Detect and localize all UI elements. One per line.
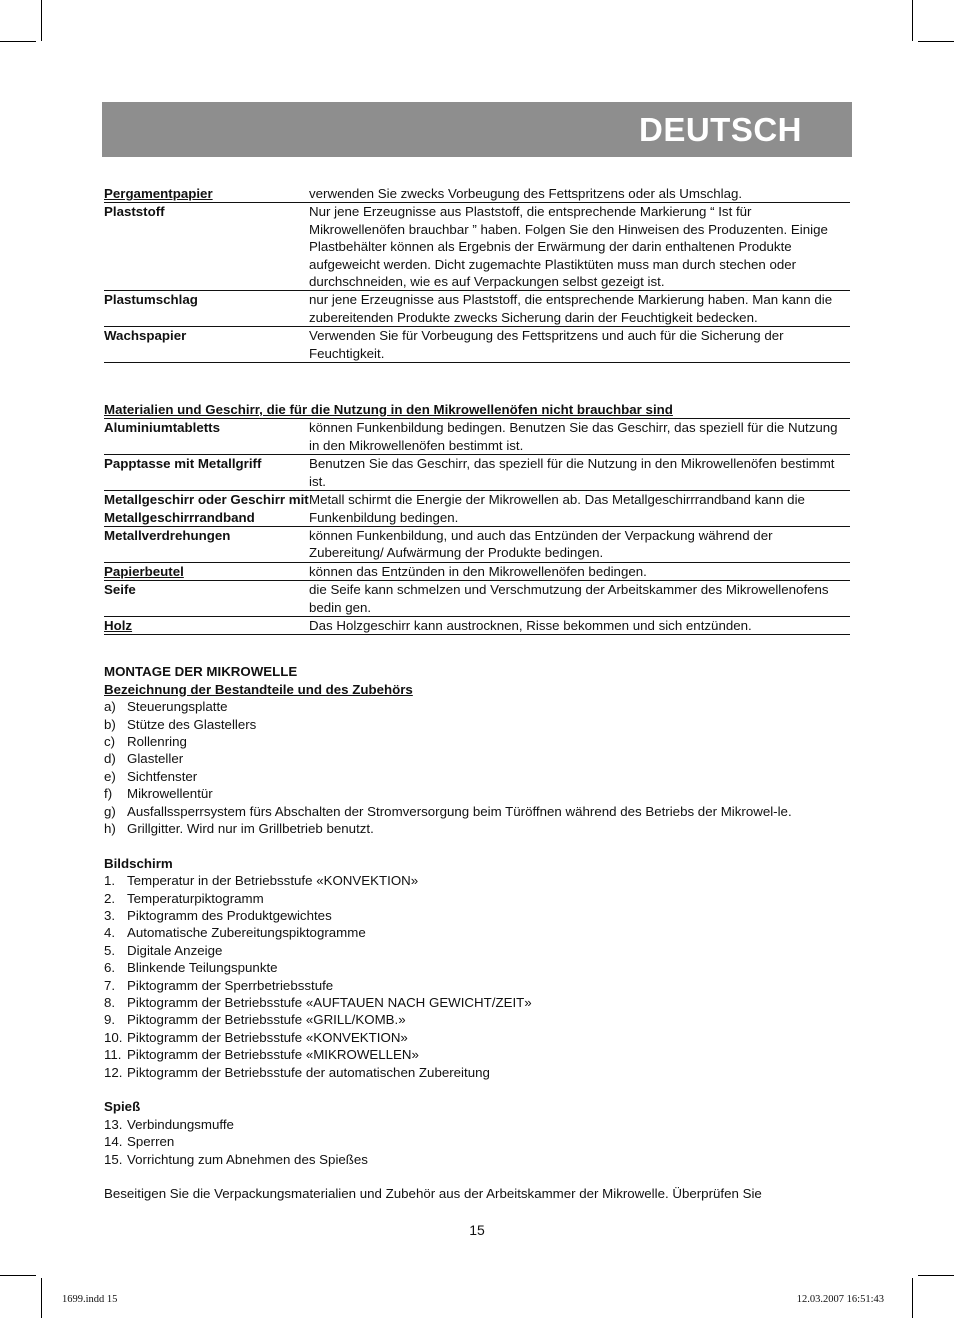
list-item-label: 9. <box>104 1012 116 1028</box>
list-item-text: Piktogramm des Produktgewichtes <box>127 908 332 924</box>
unusable-materials-table <box>104 419 850 635</box>
list-item-label: f) <box>104 786 113 802</box>
montage-title: MONTAGE DER MIKROWELLE <box>104 664 298 680</box>
list-item-text: Stütze des Glastellers <box>127 716 257 732</box>
list-item-text: Digitale Anzeige <box>127 942 223 958</box>
list-item-text: Grillgitter. Wird nur im Grillbetrieb benutzt. <box>127 821 374 836</box>
list-item <box>104 716 850 733</box>
table-row <box>104 581 850 617</box>
crop-mark <box>912 0 913 41</box>
footer-file-info: 1699.indd 15 <box>62 1294 118 1305</box>
list-item-text: Verbindungsmuffe <box>127 1116 234 1132</box>
row-key: Plastumschlag <box>104 292 198 308</box>
row-key: Pergamentpapier <box>104 186 213 201</box>
list-item <box>104 768 850 785</box>
row-value: nur jene Erzeugnisse aus Plaststoff, die entsprechende Markierung haben. Man kann die zubereitenden Produkte zwecks Sicherung darin der Feuchtigkeit bedecken. <box>309 292 833 325</box>
list-item-label: 2. <box>104 890 116 906</box>
bildschirm-title: Bildschirm <box>104 855 173 871</box>
list-item <box>104 803 850 820</box>
row-value: verwenden Sie zwecks Vorbeugung des Fettspritzens oder als Umschlag. <box>309 186 743 201</box>
list-item-label: h) <box>104 821 116 836</box>
list-item-label: d) <box>104 751 116 767</box>
table-row <box>104 617 850 635</box>
list-item <box>104 942 850 959</box>
list-item-text: Piktogramm der Betriebsstufe «GRILL/KOMB.» <box>127 1012 406 1028</box>
list-item <box>104 959 850 976</box>
row-value: Das Holzgeschirr kann austrocknen, Risse bekommen und sich entzünden. <box>309 617 752 633</box>
list-item-text: Sichtfenster <box>127 768 198 784</box>
unusable-section-title: Materialien und Geschirr, die für die Nutzung in den Mikrowellenöfen nicht brauchbar sind <box>104 401 850 419</box>
list-item <box>104 1046 850 1063</box>
list-item-text: Temperaturpiktogramm <box>127 890 264 906</box>
row-key: Papptasse mit Metallgriff <box>104 456 262 472</box>
list-item <box>104 785 850 802</box>
row-key: Seife <box>104 582 136 598</box>
list-item-text: Piktogramm der Betriebsstufe «KONVEKTION» <box>127 1029 408 1045</box>
row-value: können Funkenbildung bedingen. Benutzen Sie das Geschirr, das speziell für die Nutzung in den Mikrowellenöfen bestimmt ist. <box>309 420 838 453</box>
page-content <box>104 185 850 1203</box>
list-item-text: Sperren <box>127 1134 175 1150</box>
list-item-label: 15. <box>104 1151 123 1167</box>
row-value: Metall schirmt die Energie der Mikrowellen ab. Das Metallgeschirrrandband kann die Funkenbildung bedingen. <box>309 492 805 525</box>
list-item-text: Automatische Zubereitungspiktogramme <box>127 925 366 941</box>
list-item-text: Vorrichtung zum Abnehmen des Spießes <box>127 1151 368 1167</box>
row-key: Holz <box>104 617 133 633</box>
table-row <box>104 327 850 363</box>
list-item-label: 1. <box>104 873 116 889</box>
list-item-label: 11. <box>104 1047 122 1063</box>
crop-mark <box>0 41 36 42</box>
table-row <box>104 455 850 491</box>
list-item-label: 5. <box>104 942 116 958</box>
table-row <box>104 527 850 563</box>
list-item <box>104 1133 850 1150</box>
row-key: Metallverdrehungen <box>104 527 231 543</box>
crop-mark <box>0 1275 36 1276</box>
table-row <box>104 291 850 327</box>
list-item-label: 10. <box>104 1029 123 1045</box>
table-row <box>104 491 850 527</box>
row-key: Metallgeschirr oder Geschirr mit Metallgeschirrrandband <box>104 492 309 525</box>
usable-materials-table <box>104 185 850 363</box>
list-item-label: 13. <box>104 1116 123 1132</box>
row-value: können das Entzünden in den Mikrowellenöfen bedingen. <box>309 563 647 579</box>
list-item-text: Piktogramm der Betriebsstufe «MIKROWELLEN» <box>127 1047 419 1063</box>
list-item <box>104 733 850 750</box>
crop-mark <box>41 0 42 41</box>
row-key: Papierbeutel <box>104 563 184 579</box>
list-item <box>104 1151 850 1168</box>
list-item-label: a) <box>104 699 116 715</box>
list-item-text: Rollenring <box>127 733 187 749</box>
list-item-text: Temperatur in der Betriebsstufe «KONVEKTION» <box>127 873 419 889</box>
crop-mark <box>41 1278 42 1318</box>
list-item-label: b) <box>104 716 116 732</box>
spiess-title: Spieß <box>104 1099 141 1115</box>
list-item-label: c) <box>104 733 116 749</box>
list-item <box>104 1064 850 1081</box>
list-item-text: Piktogramm der Sperrbetriebsstufe <box>127 977 334 993</box>
list-item <box>104 750 850 767</box>
list-item-text: Blinkende Teilungspunkte <box>127 960 278 976</box>
row-value: können Funkenbildung, und auch das Entzünden der Verpackung während der Zubereitung/ Aufwärmung der Produkte bedingen. <box>309 527 773 561</box>
row-value: Verwenden Sie für Vorbeugung des Fettspritzens und auch für die Sicherung der Feuchtigkeit. <box>309 328 784 361</box>
table-row <box>104 203 850 291</box>
closing-paragraph: Beseitigen Sie die Verpackungsmaterialien und Zubehör aus der Arbeitskammer der Mikrowelle. Überprüfen Sie <box>104 1186 762 1202</box>
table-row <box>104 563 850 581</box>
list-item-label: 8. <box>104 995 116 1011</box>
footer-timestamp: 12.03.2007 16:51:43 <box>796 1294 884 1305</box>
list-item-label: e) <box>104 768 116 784</box>
crop-mark <box>918 41 954 42</box>
list-item <box>104 890 850 907</box>
list-item <box>104 698 850 715</box>
row-key: Aluminiumtabletts <box>104 420 220 436</box>
list-item-label: 14. <box>104 1134 123 1150</box>
row-value: Nur jene Erzeugnisse aus Plaststoff, die entsprechende Markierung “ Ist für Mikrowellenöfen brauchbar ” haben. Folgen Sie den Hinweisen des Produzenten. Einige Plastbehälter können als Ergebnis der Erwärmung der darin enthaltenen Produkte aufgeweicht werden. Dicht zugemachte Plastiktüten muss man durch stechen oder durchschneiden, wie es auf Verpackungen selbst gezeigt ist. <box>309 204 828 290</box>
row-key: Wachspapier <box>104 328 187 344</box>
page-number: 15 <box>469 1222 485 1238</box>
row-value: die Seife kann schmelzen und Verschmutzung der Arbeitskammer des Mikrowellenofens bedin gen. <box>309 582 829 615</box>
crop-mark <box>912 1278 913 1318</box>
list-item <box>104 1116 850 1133</box>
language-title: DEUTSCH <box>638 111 802 148</box>
list-item-label: 3. <box>104 908 116 924</box>
list-item-label: g) <box>104 803 116 819</box>
list-item <box>104 924 850 941</box>
list-item <box>104 872 850 889</box>
display-list <box>104 872 850 1081</box>
list-item-label: 12. <box>104 1064 123 1080</box>
parts-list <box>104 698 850 837</box>
list-item-label: 4. <box>104 925 116 941</box>
row-value: Benutzen Sie das Geschirr, das speziell für die Nutzung in den Mikrowellenöfen bestimmt ist. <box>309 456 835 489</box>
list-item <box>104 820 850 837</box>
list-item-text: Piktogramm der Betriebsstufe «AUFTAUEN NACH GEWICHT/ZEIT» <box>127 995 532 1011</box>
list-item-label: 7. <box>104 977 116 993</box>
language-header-bar <box>102 102 852 157</box>
crop-mark <box>918 1275 954 1276</box>
list-item-text: Steuerungsplatte <box>127 699 228 715</box>
list-item <box>104 907 850 924</box>
list-item-text: Mikrowellentür <box>127 786 213 802</box>
list-item-text: Piktogramm der Betriebsstufe der automatischen Zubereitung <box>127 1064 490 1080</box>
list-item-text: Glasteller <box>127 751 184 767</box>
list-item <box>104 1011 850 1028</box>
table-row <box>104 419 850 455</box>
list-item <box>104 994 850 1011</box>
list-item-label: 6. <box>104 960 116 976</box>
skewer-list <box>104 1116 850 1168</box>
row-key: Plaststoff <box>104 204 165 220</box>
list-item-text: Ausfallssperrsystem fürs Abschalten der Stromversorgung beim Türöffnen während des Betriebs der Mikrowel-le. <box>127 803 792 819</box>
list-item <box>104 977 850 994</box>
montage-subtitle: Bezeichnung der Bestandteile und des Zubehörs <box>104 681 413 697</box>
list-item <box>104 1029 850 1046</box>
table-row <box>104 185 850 203</box>
